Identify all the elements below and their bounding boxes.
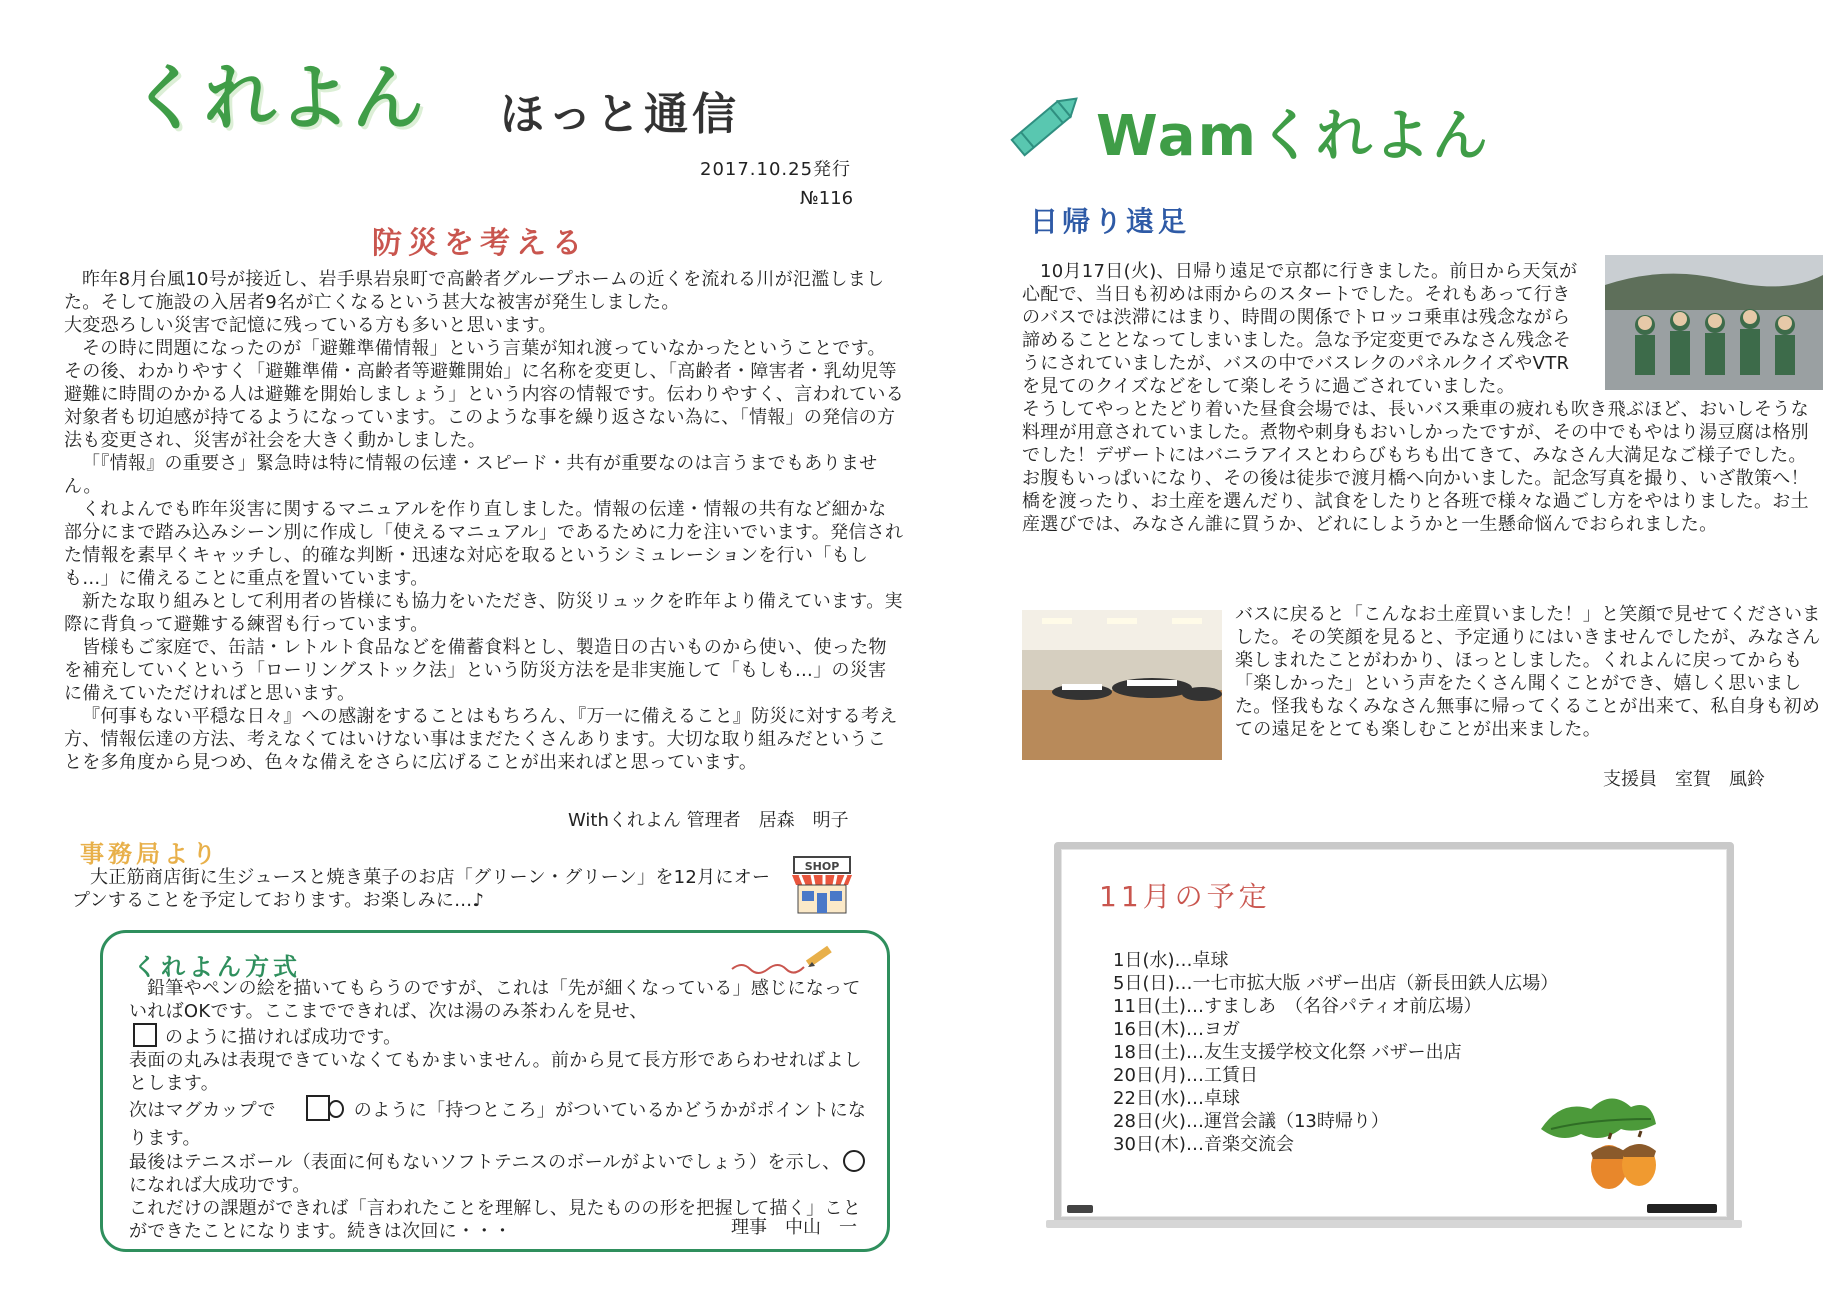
schedule-item: 28日(火)…運営会議（13時帰り） bbox=[1113, 1111, 1389, 1132]
schedule-list bbox=[1113, 949, 1558, 1156]
method-text bbox=[129, 977, 869, 1243]
article-paragraph: 新たな取り組みとして利用者の皆様にも協力をいただき、防災リュックを昨年より備えています。実際に背負って避難する練習も行っています。 bbox=[64, 591, 903, 635]
schedule-heading: 11月の予定 bbox=[1099, 880, 1271, 913]
daytrip-paragraph: バスに戻ると「こんなお土産買いました！」と笑顔で見せてくださいました。その笑顔を見ると、予定通りにはいきませんでしたが、みなさん楽しまれたことがわかり、ほっとしました。くれよんに戻ってからも「楽しかった」という声をたくさん聞くことができ、嬉しく思いました。怪我もなくみなさん無事に帰ってくることが出来て、私自身も初めての遠足をとても楽しむことが出来ました。 bbox=[1235, 604, 1821, 740]
pencil-icon bbox=[728, 945, 838, 975]
daytrip-paragraph: 10月17日(火)、日帰り遠足で京都に行きました。前日から天気が心配で、当日も初めは雨からのスタートでした。それもあって行きのバスでは渋滞にはまり、時間の関係でトロッコ乗車は残念ながら諦めることとなってしまいました。急な予定変更でみなさん残念そうにされていましたが、バスの中でバスレクのパネルクイズやVTRを見てのクイズなどをして楽しそうに過ごされていました。 bbox=[1022, 261, 1578, 397]
director-signature: 理事 中山 一 bbox=[731, 1217, 857, 1238]
schedule-whiteboard bbox=[1054, 842, 1734, 1224]
method-line: これだけの課題ができれば「言われたことを理解し、見たものの形を把握して描く」ことができたことになります。続きは次回に・・・ bbox=[129, 1198, 861, 1242]
daytrip-heading: 日帰り遠足 bbox=[1030, 205, 1191, 238]
article-paragraph: 昨年8月台風10号が接近し、岩手県岩泉町で高齢者グループホームの近くを流れる川が氾濫しました。そして施設の入居者9名が亡くなるという甚大な被害が発生しました。 bbox=[64, 269, 885, 313]
ball-circle-icon bbox=[843, 1150, 865, 1172]
disaster-article bbox=[64, 268, 904, 774]
method-line: 次はマグカップで のように「持つところ」がついているかどうかがポイントになります。 bbox=[129, 1095, 869, 1150]
staff-signature: 支援員 室賀 風鈴 bbox=[1603, 769, 1765, 790]
whiteboard-tray bbox=[1046, 1220, 1742, 1228]
schedule-item: 22日(水)…卓球 bbox=[1113, 1088, 1240, 1109]
newsletter-title: ほっと通信 bbox=[500, 89, 740, 140]
manager-signature: Withくれよん 管理者 居森 明子 bbox=[568, 810, 849, 831]
shop-icon bbox=[790, 855, 854, 915]
schedule-item: 11日(土)…すましあ （名谷パティオ前広場） bbox=[1113, 996, 1482, 1017]
acorn-icon bbox=[1531, 1089, 1681, 1199]
eraser-icon bbox=[1647, 1204, 1717, 1213]
schedule-item: 16日(木)…ヨガ bbox=[1113, 1019, 1240, 1040]
method-line: のように描ければ成功です。 bbox=[129, 1023, 869, 1049]
method-line: 表面の丸みは表現できていなくてもかまいません。前から見て長方形であらわせればよしとします。 bbox=[129, 1050, 863, 1094]
article-paragraph: 「『情報』の重要さ」緊急時は特に情報の伝達・スピード・共有が重要なのは言うまでもありません。 bbox=[64, 453, 878, 497]
office-heading: 事務局より bbox=[80, 840, 220, 868]
kureyon-method-box bbox=[100, 930, 890, 1252]
office-notice: 大正筋商店街に生ジュースと焼き菓子のお店「グリーン・グリーン」を12月にオープンすることを予定しております。お楽しみに…♪ bbox=[72, 867, 771, 911]
schedule-item: 5日(日)…一七市拡大版 バザー出店（新長田鉄人広場） bbox=[1113, 973, 1559, 994]
article-paragraph: その時に問題になったのが「避難準備情報」という言葉が知れ渡っていなかったということです。その後、わかりやすく「避難準備・高齢者等避難開始」に名称を変更し、「高齢者・障害者・乳幼児等避難に時間のかかる人は避難を開始しましょう」という内容の情報です。伝わりやすく、言われている対象者も切迫感が持てるようになっています。このような事を繰り返さない為に、「情報」の発信の方法も変更され、災害が社会を大きく動かしました。 bbox=[64, 338, 904, 451]
right-page bbox=[920, 0, 1834, 1295]
crayon-icon bbox=[1000, 85, 1090, 165]
lunch-hall-photo bbox=[1022, 610, 1222, 760]
method-line: 最後はテニスボール（表面に何もないソフトテニスのボールがよいでしょう）を示し、になれば大成功です。 bbox=[129, 1150, 869, 1197]
schedule-item: 30日(木)…音楽交流会 bbox=[1113, 1134, 1294, 1155]
marker-left-icon bbox=[1067, 1205, 1093, 1213]
method-line: 鉛筆やペンの絵を描いてもらうのですが、これは「先が細くなっている」感じになっていればOKです。ここまでできれば、次は湯のみ茶わんを見せ、 bbox=[129, 978, 861, 1022]
article-paragraph: 皆様もご家庭で、缶詰・レトルト食品などを備蓄食料とし、製造日の古いものから使い、使った物を補充していくという「ローリングストック法」という防災方法を是非実施して「もしも…」の災害に備えていただければと思います。 bbox=[64, 637, 887, 704]
schedule-item: 18日(土)…友生支援学校文化祭 バザー出店 bbox=[1113, 1042, 1462, 1063]
issue-date: 2017.10.25発行 bbox=[700, 159, 852, 180]
schedule-item: 1日(水)…卓球 bbox=[1113, 950, 1229, 971]
group-photo bbox=[1605, 255, 1823, 390]
article-paragraph: 大変恐ろしい災害で記憶に残っている方も多いと思います。 bbox=[64, 315, 557, 336]
issue-number: №116 bbox=[800, 188, 854, 209]
daytrip-paragraph: お腹もいっぱいになり、その後は徒歩で渡月橋へ向かいました。記念写真を撮り、いざ散策へ！橋を渡ったり、お土産を選んだり、試食をしたりと各班で様々な過ごし方をやはりました。お土産選びでは、みなさん誰に買うか、どれにしようかと一生懸命悩んでおられました。 bbox=[1022, 468, 1809, 535]
article-paragraph: 『何事もない平穏な日々』への感謝をすることはもちろん、『万一に備えること』防災に対する考え方、情報伝達の方法、考えなくてはいけない事はまだたくさんあります。大切な取り組みだということを多角度から見つめ、色々な備えをさらに広げることが出来ればと思っています。 bbox=[64, 706, 898, 773]
method-heading: くれよん方式 bbox=[133, 953, 301, 981]
disaster-heading: 防災を考える bbox=[372, 226, 588, 261]
article-paragraph: くれよんでも昨年災害に関するマニュアルを作り直しました。情報の伝達・情報の共有など細かな部分にまで踏み込みシーン別に作成し「使えるマニュアル」であるために力を注いでいます。発信された情報を素早くキャッチし、的確な判断・迅速な対応を取るというシミュレーションを行い「もしも…」に備えることに重点を置いています。 bbox=[64, 499, 904, 589]
kureyon-logo: くれよん bbox=[130, 56, 427, 140]
shop-sign-text: SHOP bbox=[804, 860, 840, 873]
cup-square-icon bbox=[133, 1023, 157, 1047]
schedule-item: 20日(月)…工賃日 bbox=[1113, 1065, 1258, 1086]
mug-icon bbox=[306, 1095, 344, 1127]
daytrip-paragraph: そうしてやっとたどり着いた昼食会場では、長いバス乗車の疲れも吹き飛ぶほど、おいしそうな料理が用意されていました。煮物や刺身もおいしかったですが、その中でもやはり湯豆腐は格別でした！デザートにはバニラアイスとわらびもちも出てきて、みなさん大満足なご様子でした。 bbox=[1022, 399, 1809, 466]
wam-kureyon-title: Wamくれよん bbox=[1096, 104, 1490, 169]
